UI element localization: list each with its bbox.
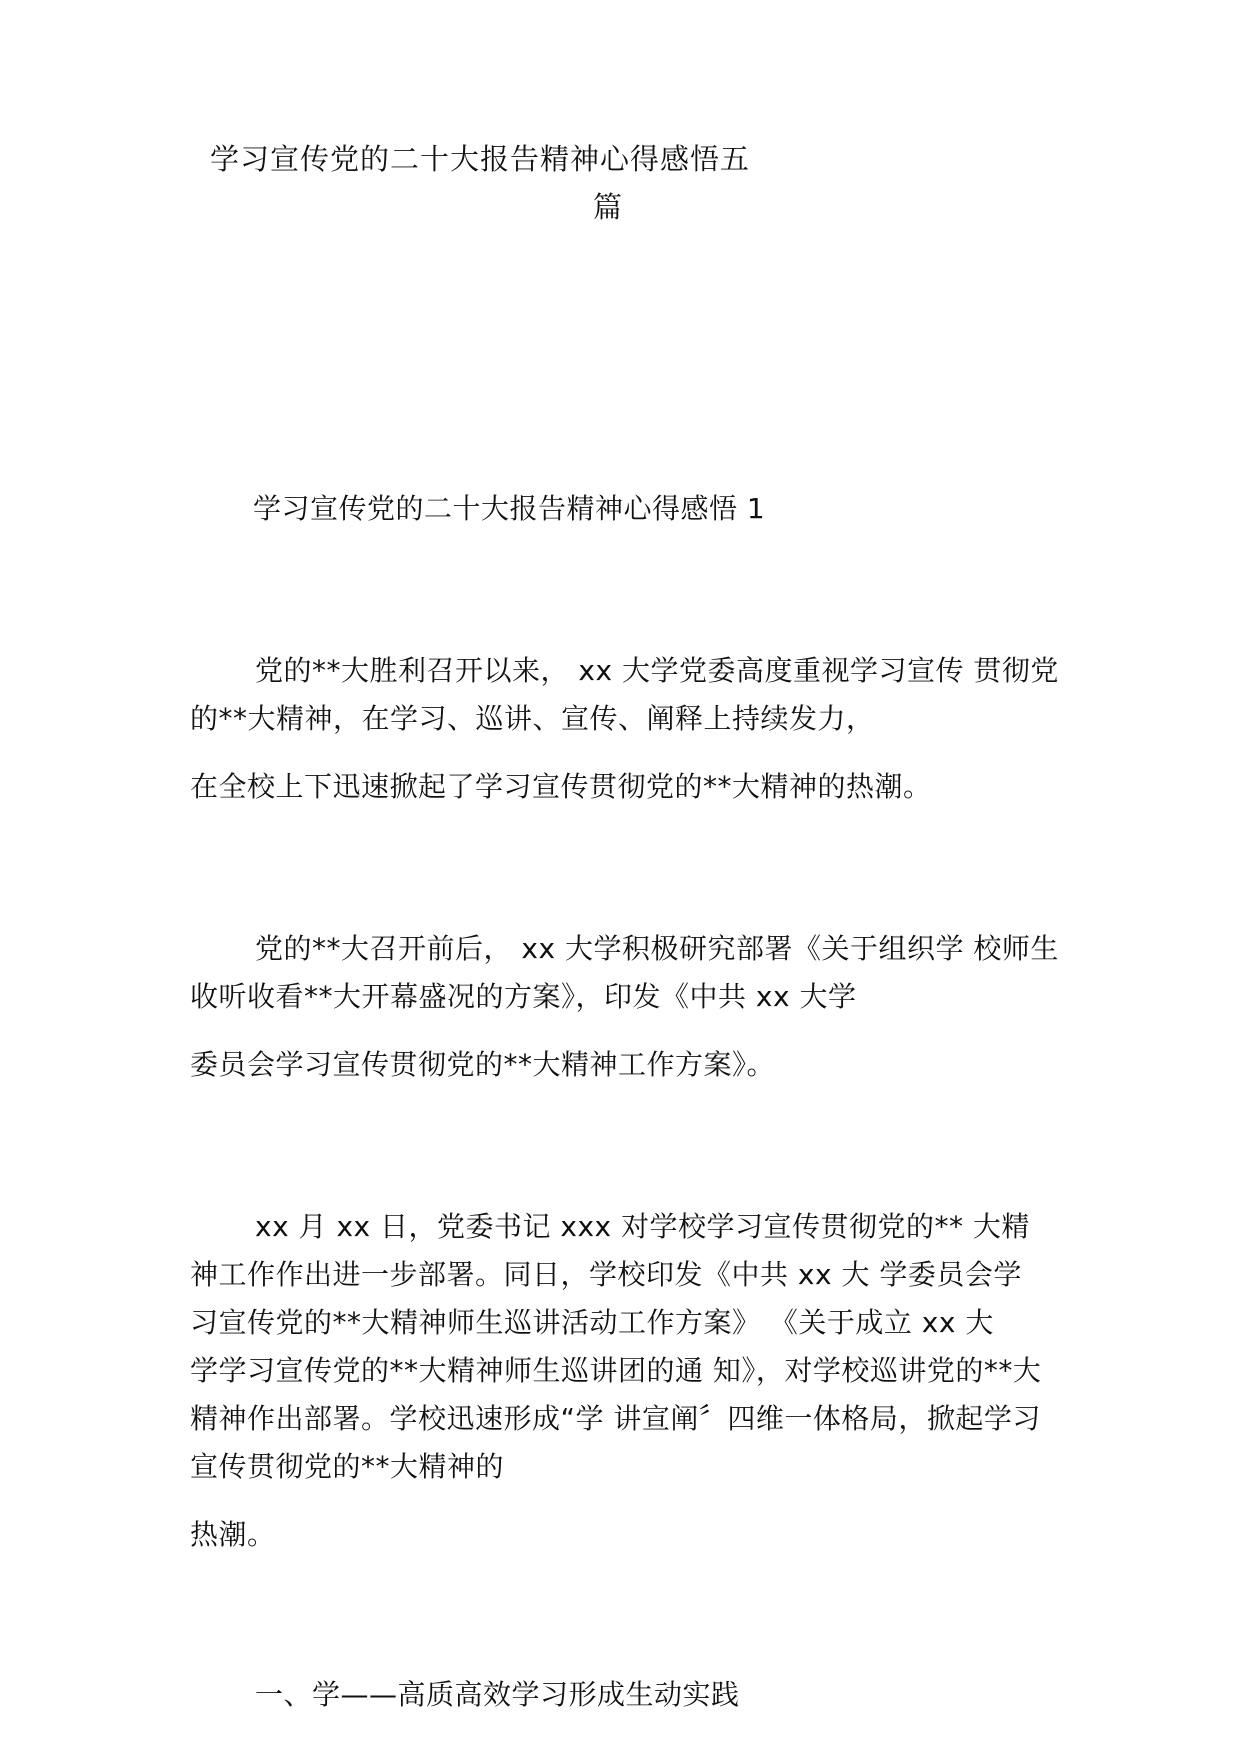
- paragraph-1-line-2: 的**大精神，在学习、巡讲、宣传、阐释上持续发力，: [190, 702, 875, 735]
- paragraph-3-line-5: 精神作出部署。学校迅速形成“学 讲宣阐〞四维一体格局，掀起学习: [190, 1402, 1041, 1435]
- paragraph-3-line-4: 学学习宣传党的**大精神师生巡讲团的通 知》，对学校巡讲党的**大: [190, 1354, 1042, 1387]
- paragraph-2-line-2: 收听收看**大开幕盛况的方案》，印发《中共 xx 大学: [190, 980, 857, 1013]
- paragraph-3-line-6: 宣传贯彻党的**大精神的: [190, 1450, 505, 1483]
- paragraph-3-line-1: xx 月 xx 日，党委书记 xxx 对学校学习宣传贯彻党的** 大精: [255, 1210, 1030, 1243]
- paragraph-2-line-3: 委员会学习宣传贯彻党的**大精神工作方案》。: [190, 1048, 776, 1081]
- section-heading: 学习宣传党的二十大报告精神心得感悟 1: [253, 492, 766, 525]
- paragraph-3-line-7: 热潮。: [190, 1518, 276, 1551]
- paragraph-1-line-3: 在全校上下迅速掀起了学习宣传贯彻党的**大精神的热潮。: [190, 770, 932, 803]
- document-title-line-2: 篇: [593, 190, 624, 224]
- paragraph-3-line-3: 习宣传党的**大精神师生巡讲活动工作方案》 《关于成立 xx 大: [190, 1306, 994, 1339]
- paragraph-1-line-1: 党的**大胜利召开以来， xx 大学党委高度重视学习宣传 贯彻党: [255, 654, 1059, 687]
- paragraph-3-line-2: 神工作作出进一步部署。同日，学校印发《中共 xx 大 学委员会学: [190, 1258, 1022, 1291]
- subheading-1: 一、学——高质高效学习形成生动实践: [255, 1678, 740, 1711]
- document-title-line-1: 学习宣传党的二十大报告精神心得感悟五: [210, 142, 751, 176]
- paragraph-2-line-1: 党的**大召开前后， xx 大学积极研究部署《关于组织学 校师生: [255, 932, 1059, 965]
